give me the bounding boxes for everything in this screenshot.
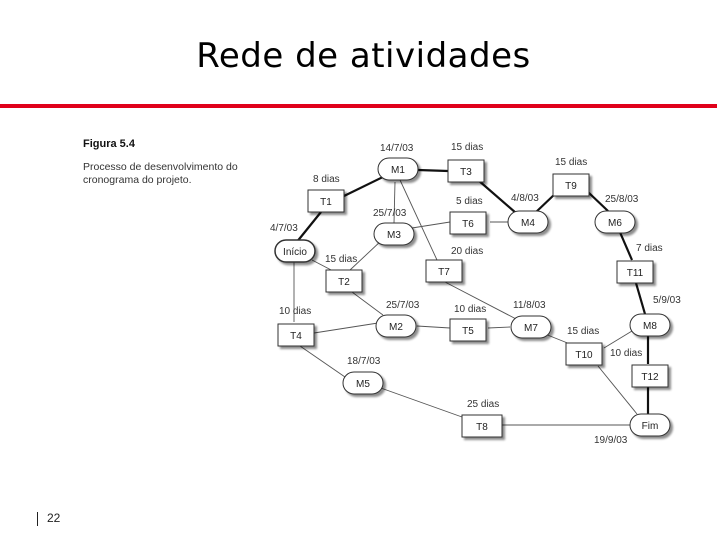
edge-t2-m2 — [352, 292, 383, 315]
node-m5-label: M5 — [356, 379, 370, 390]
date-label: 25/8/03 — [605, 194, 639, 205]
duration-label: 15 dias — [451, 142, 484, 153]
duration-label: 10 dias — [610, 348, 643, 359]
date-label: 4/7/03 — [270, 223, 298, 234]
edge-inicio-t1 — [296, 212, 321, 243]
figure-title: Figura 5.4 — [83, 138, 135, 150]
edge-t1-m1 — [344, 176, 385, 196]
duration-label: 20 dias — [451, 246, 484, 257]
edge-m5-t8 — [378, 387, 462, 417]
node-m6-label: M6 — [608, 218, 622, 229]
date-label: 25/7/03 — [373, 208, 407, 219]
duration-label: 5 dias — [456, 196, 483, 207]
page-number — [37, 511, 60, 525]
node-t11-label: T11 — [626, 268, 644, 279]
edge-t10-fim — [598, 366, 637, 414]
edge-m1-t7 — [400, 180, 437, 260]
node-t2-label: T2 — [338, 277, 350, 288]
edge-t5-m7 — [488, 327, 510, 328]
node-m3-label: M3 — [387, 230, 401, 241]
date-label: 14/7/03 — [380, 143, 414, 154]
edge-t4-m2 — [314, 323, 378, 333]
duration-label: 7 dias — [636, 243, 663, 254]
node-t3-label: T3 — [460, 167, 472, 178]
duration-label: 15 dias — [325, 254, 358, 265]
edge-t11-m8 — [636, 283, 645, 314]
page-number-text: 22 — [47, 511, 61, 525]
node-t4-label: T4 — [290, 331, 302, 342]
date-label: 4/8/03 — [511, 193, 539, 204]
node-t5-label: T5 — [462, 326, 474, 337]
edge-m1-t3 — [418, 170, 448, 171]
date-label: 18/7/03 — [347, 356, 381, 367]
node-t1-label: T1 — [320, 197, 332, 208]
edge-t4-m5 — [300, 346, 345, 377]
date-label: 5/9/03 — [653, 295, 681, 306]
date-label: 11/8/03 — [513, 300, 546, 311]
figure-caption: Processo de desenvolvimento do cronograma do projeto. — [83, 161, 238, 186]
node-t8-label: T8 — [476, 422, 488, 433]
node-m4-label: M4 — [521, 218, 535, 229]
duration-label: 25 dias — [467, 399, 500, 410]
edge-t10-m8 — [604, 331, 632, 348]
edge-m2-t5 — [417, 326, 450, 328]
slide-title: Rede de atividades — [196, 36, 531, 76]
date-label: 25/7/03 — [386, 300, 420, 311]
node-t9-label: T9 — [565, 181, 577, 192]
node-m8-label: M8 — [643, 321, 657, 332]
date-label: 19/9/03 — [594, 435, 628, 446]
edge-m6-t11 — [619, 230, 632, 260]
duration-label: 15 dias — [567, 326, 600, 337]
node-m7-label: M7 — [524, 323, 538, 334]
node-fim-label: Fim — [641, 421, 659, 432]
node-t7-label: T7 — [438, 267, 450, 278]
duration-label: 10 dias — [279, 306, 312, 317]
edge-m3-t6 — [412, 222, 450, 228]
node-inicio-label: Início — [283, 247, 307, 258]
node-m2-label: M2 — [389, 322, 403, 333]
duration-label: 8 dias — [313, 174, 340, 185]
node-t12-label: T12 — [641, 372, 659, 383]
duration-label: 15 dias — [555, 157, 588, 168]
node-t6-label: T6 — [462, 219, 474, 230]
duration-label: 10 dias — [454, 304, 487, 315]
node-m1-label: M1 — [391, 165, 405, 176]
node-t10-label: T10 — [575, 350, 593, 361]
